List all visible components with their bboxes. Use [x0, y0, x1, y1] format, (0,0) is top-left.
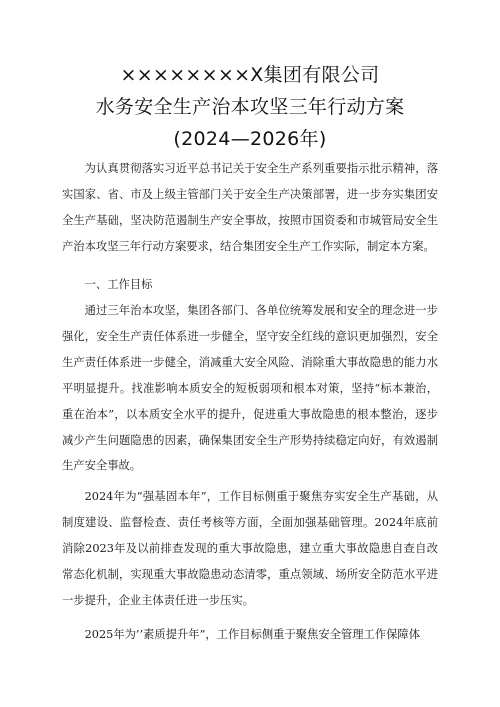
intro-paragraph: 为认真贯彻落实习近平总书记关于安全生产系列重要指示批示精神，落实国家、省、市及上级主管部门关于安全生产决策部署，进一步夯实集团安全生产基础，坚决防范遏制生产安全事故，按照市国资委和市城管局安全生产治本攻坚三年行动方案要求，结合集团安全生产工作实际，制定本方案。: [62, 162, 438, 253]
year-2024-paragraph: 2024年为“强基固本年”，工作目标侧重于聚焦夯实安全生产基础，从制度建设、监督检查、责任考核等方面，全面加强基础管理。2024年底前消除2023年及以前排查发现的重大事故隐患，建立重大事故隐患自查自改常态化机制，实现重大事故隐患动态清零，重点领域、场所安全防范水平进一步提升，企业主体责任进一步压实。: [62, 490, 438, 607]
goal-paragraph-block: [62, 298, 438, 479]
plan-title: 水务安全生产治本攻坚三年行动方案: [95, 96, 405, 118]
company-name-title: ××××××××X集团有限公司: [120, 64, 380, 86]
year-2025-paragraph: 2025年为’’素质提升年”，工作目标侧重于聚焦安全管理工作保障体: [84, 628, 421, 641]
intro-paragraph-block: [62, 156, 438, 260]
year-2025-paragraph-block: [62, 622, 438, 648]
plan-period-title: (2024—2026年): [173, 128, 327, 150]
section-heading-work-goals: 一、工作目标: [84, 278, 153, 291]
section-heading-block: [62, 272, 438, 298]
year-2024-paragraph-block: [62, 484, 438, 614]
goal-paragraph: 通过三年治本攻坚，集团各部门、各单位统筹发展和安全的理念进一步强化，安全生产责任体系进一步健全，坚守安全红线的意识更加强烈，安全生产责任体系进一步健全，消减重大安全风险、消除重大事故隐患的能力水平明显提升。找准影响本质安全的短板弱项和根本对策，坚持“标本兼治，重在治本”，以本质安全水平的提升，促进重大事故隐患的根本整治，逐步减少产生问题隐患的因素，确保集团安全生产形势持续稳定向好，有效遏制生产安全事故。: [62, 304, 438, 473]
